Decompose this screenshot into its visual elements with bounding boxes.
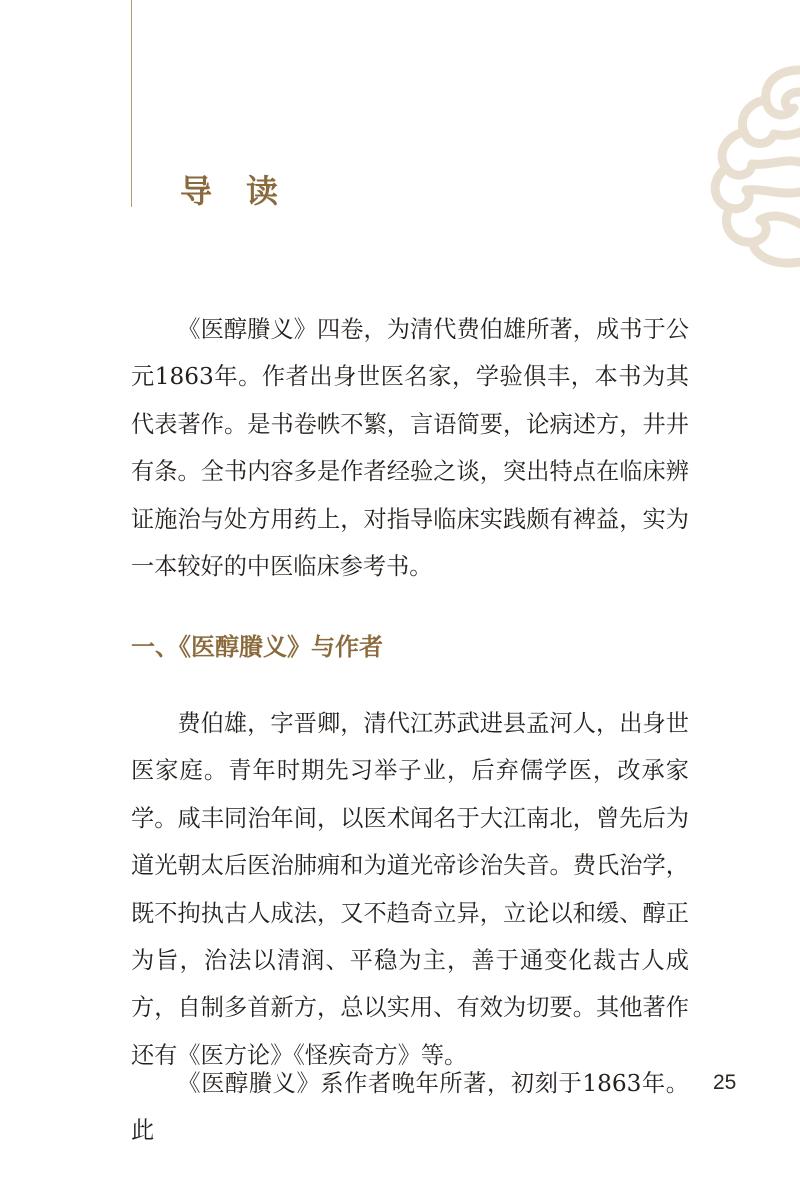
chapter-title: 导读: [180, 172, 313, 210]
cloud-scroll-ornament-icon: [690, 62, 800, 272]
intro-paragraph: 《医醇賸义》四卷，为清代费伯雄所著，成书于公元1863年。作者出身世医名家，学验俱丰，本书为其代表著作。是书卷帙不繁，言语简要，论病述方，井井有条。全书内容多是作者经验之谈，突出特点在临床辨证施治与处方用药上，对指导临床实践颇有裨益，实为一本较好的中医临床参考书。: [131, 316, 689, 581]
section-paragraph-author: 费伯雄，字晋卿，清代江苏武进县孟河人，出身世医家庭。青年时期先习举子业，后弃儒学医，改承家学。咸丰同治年间，以医术闻名于大江南北，曾先后为道光朝太后医治肺痈和为道光帝诊治失音。费氏治学，既不拘执古人成法，又不趋奇立异，立论以和缓、醇正为旨，治法以清润、平稳为主，善于通变化裁古人成方，自制多首新方，总以实用、有效为切要。其他著作还有《医方论》《怪疾奇方》等。: [131, 710, 689, 1069]
margin-rule: [131, 0, 132, 207]
page-number: 25: [713, 1071, 737, 1094]
section-heading: 一、《医醇賸义》与作者: [131, 632, 383, 661]
section-paragraph-book: 《医醇賸义》系作者晚年所著，初刻于1863年。此: [131, 1070, 689, 1145]
